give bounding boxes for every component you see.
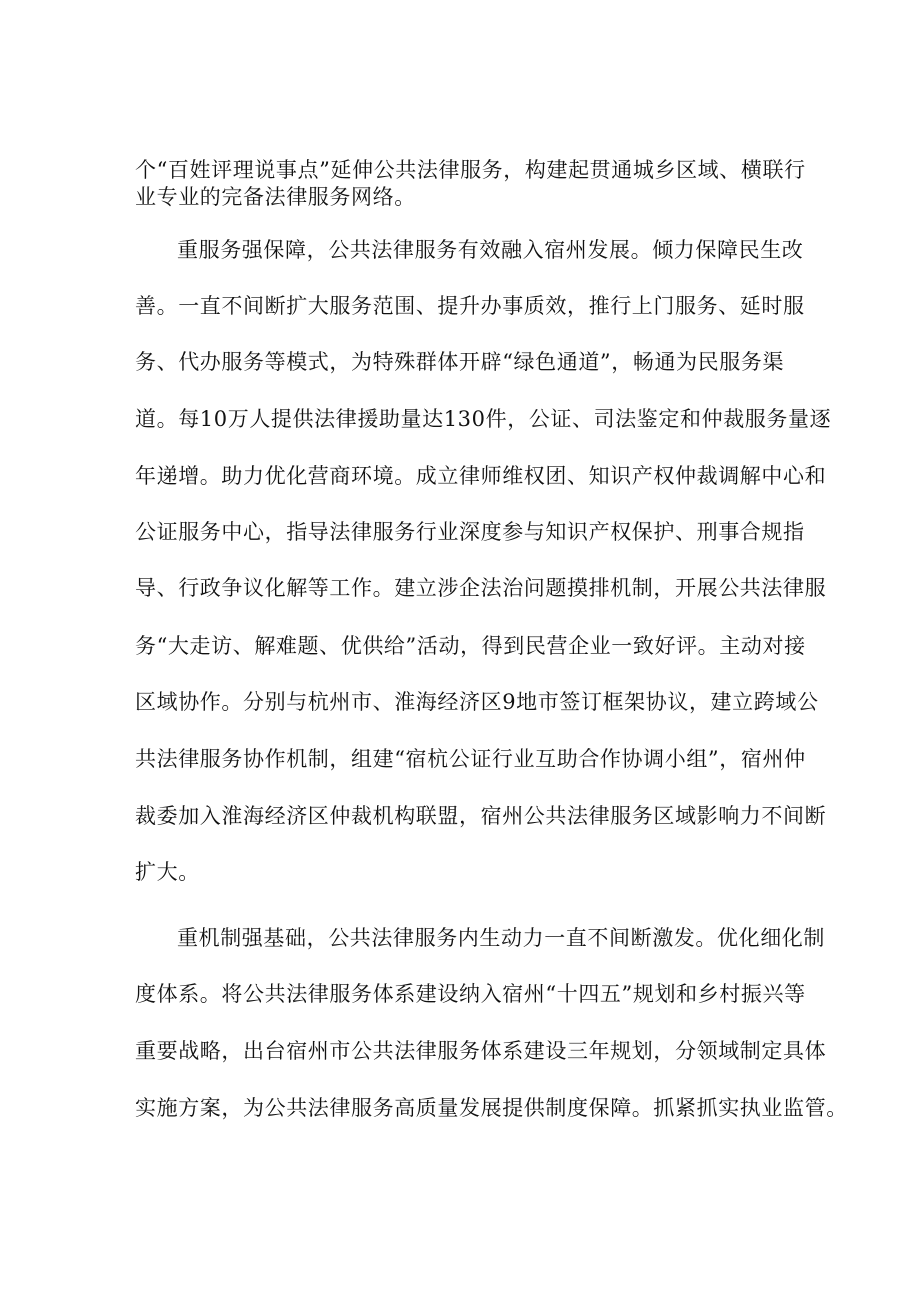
text-line: 善。一直不间断扩大服务范围、提升办事质效，推行上门服务、延时服	[135, 294, 805, 318]
text-line: 重要战略，出台宿州市公共法律服务体系建设三年规划，分领域制定具体	[135, 1039, 827, 1063]
text-line: 区域协作。分别与杭州市、淮海经济区9地市签订框架协议，建立跨域公	[135, 690, 819, 714]
text-line: 裁委加入淮海经济区仲裁机构联盟，宿州公共法律服务区域影响力不间断	[135, 804, 827, 828]
text-line: 度体系。将公共法律服务体系建设纳入宿州“十四五”规划和乡村振兴等	[135, 982, 806, 1006]
text-line: 业专业的完备法律服务网络。	[135, 185, 416, 209]
text-line: 共法律服务协作机制，组建“宿杭公证行业互助合作协调小组”，宿州仲	[135, 747, 806, 771]
paragraph-first-line: 重服务强保障，公共法律服务有效融入宿州发展。倾力保障民生改	[177, 238, 804, 262]
text-line: 务、代办服务等模式，为特殊群体开辟“绿色通道”，畅通为民服务渠	[135, 350, 785, 374]
text-line: 个“百姓评理说事点”延伸公共法律服务，构建起贯通城乡区域、横联行	[135, 158, 806, 182]
text-line: 公证服务中心，指导法律服务行业深度参与知识产权保护、刑事合规指	[135, 520, 805, 544]
text-line: 年递增。助力优化营商环境。成立律师维权团、知识产权仲裁调解中心和	[135, 464, 827, 488]
paragraph-first-line: 重机制强基础，公共法律服务内生动力一直不间断激发。优化细化制	[177, 926, 825, 950]
text-line: 扩大。	[135, 860, 200, 884]
text-line: 务“大走访、解难题、优供给”活动，得到民营企业一致好评。主动对接	[135, 634, 806, 658]
text-line: 导、行政争议化解等工作。建立涉企法治问题摸排机制，开展公共法律服	[135, 576, 827, 600]
text-line: 实施方案，为公共法律服务高质量发展提供制度保障。抓紧抓实执业监管。	[135, 1096, 848, 1120]
text-line: 道。每10万人提供法律援助量达130件，公证、司法鉴定和仲裁服务量逐	[135, 407, 832, 431]
